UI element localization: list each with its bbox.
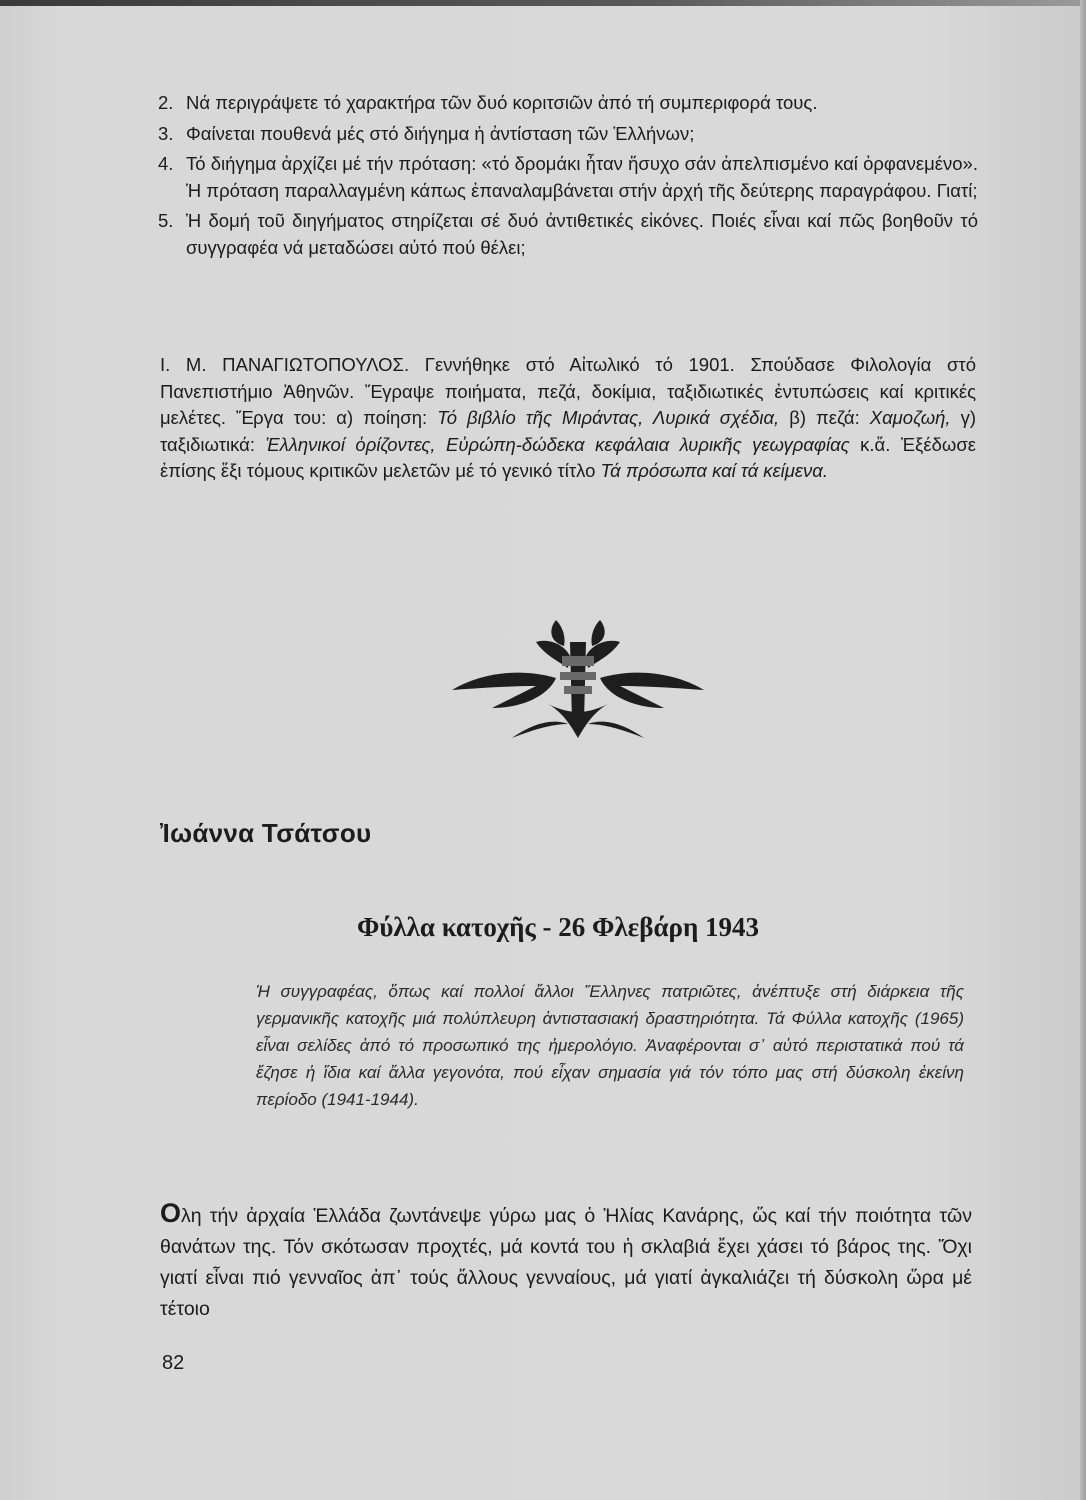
page-number: 82 <box>162 1352 185 1374</box>
bio-work-1: Τό βιβλίο τῆς Μιράντας, Λυρικά σχέδια, <box>437 407 780 428</box>
story-title: Φύλλα κατοχῆς - 26 Φλεβάρη 1943 <box>356 912 760 942</box>
decorative-ornament-icon <box>452 612 704 752</box>
bio-work-3: Ἑλληνικοί ὁρίζοντες, Εὐρώπη-δώδεκα κεφάλαια λυρικῆς γεωγραφίας <box>265 433 850 455</box>
question-item: 4. Τό διήγημα ἀρχίζει μέ τήν πρόταση: «τό δρομάκι ἦταν ἥσυχο σάν ἀπελπισμένο καί ὀρφανεμένο». Ἡ πρόταση παραλλαγμένη κάπως ἐπαναλαμβάνεται στήν ἀρχή τῆς δεύτερης παραγράφου. Γιατί; <box>158 153 978 201</box>
bio-work-2: Χαμοζωή, <box>869 407 951 428</box>
question-item: 5. Ἡ δομή τοῦ διηγήματος στηρίζεται σέ δυό ἀντιθετικές εἰκόνες. Ποιές εἶναι καί πῶς βοηθοῦν τό συγγραφέα νά μεταδώσει αὐτό πού θέλει; <box>158 210 978 258</box>
scan-right-edge <box>1080 0 1086 1500</box>
question-item: 3. Φαίνεται πουθενά μές στό διήγημα ἡ ἀντίσταση τῶν Ἑλλήνων; <box>158 122 695 144</box>
story-body-paragraph: Ολη τήν ἀρχαία Ἑλλάδα ζωντάνεψε γύρω μας ὁ Ἠλίας Κανάρης, ὥς καί τήν ποιότητα τῶν θανάτων της. Τόν σκότωσαν προχτές, μά κοντά του ἡ σκλαβιά ἔχει χάσει τό βάρος της. Ὄχι γιατί εἶναι πιό γενναῖος ἀπ᾿ τούς ἄλλους γενναίους, μά γιατί ἀγκαλιάζει τή δύσκολη ὥρα μέ τέτοιο <box>160 1198 972 1320</box>
author-bio-paragraph: Ι. Μ. ΠΑΝΑΓΙΩΤΟΠΟΥΛΟΣ. Γεννήθηκε στό Αἰτωλικό τό 1901. Σπούδασε Φιλολογία στό Πανεπιστήμιο Ἀθηνῶν. Ἔγραψε ποιήματα, πεζά, δοκίμια, ταξιδιωτικές ἐντυπώσεις καί κριτικές μελέτες. Ἔργα του: α) ποίηση: Τό βιβλίο τῆς Μιράντας, Λυρικά σχέδια, β) πεζά: Χαμοζωή, γ) ταξιδιωτικά: Ἑλληνικοί ὁρίζοντες, Εὐρώπη-δώδεκα κεφάλαια λυρικῆς γεωγραφίας κ.ἄ. Ἐξέδωσε ἐπίσης ἕξι τόμους κριτικῶν μελετῶν μέ τό γενικό τίτλο Τά πρόσωπα καί τά κείμενα. <box>160 354 976 481</box>
question-item: 2. Νά περιγράψετε τό χαρακτήρα τῶν δυό κοριτσιῶν ἀπό τή συμπεριφορά τους. <box>158 92 818 113</box>
intro-paragraph: Ἡ συγγραφέας, ὅπως καί πολλοί ἄλλοι Ἕλληνες πατριῶτες, ἀνέπτυξε στή διάρκεια τῆς γερμανικῆς κατοχῆς μιά πολύπλευρη ἀντιστασιακή δραστηριότητα. Τά Φύλλα κατοχῆς (1965) εἶναι σελίδες ἀπό τό προσωπικό της ἡμερολόγιο. Ἀναφέρονται σ᾿ αὐτό περιστατικά πού τά ἔζησε ἡ ἴδια καί ἄλλα γεγονότα, πού εἶχαν σημασία γιά τόν τόπο μας στή δύσκολη ἐκείνη περίοδο (1941-1944). <box>256 982 964 1109</box>
author-name: Ἰωάννα Τσάτσου <box>160 818 372 848</box>
question-list <box>158 90 978 265</box>
bio-work-4: Τά πρόσωπα καί τά κείμενα. <box>600 460 828 481</box>
scan-top-edge <box>0 0 1086 6</box>
drop-cap: Ο <box>160 1198 182 1228</box>
